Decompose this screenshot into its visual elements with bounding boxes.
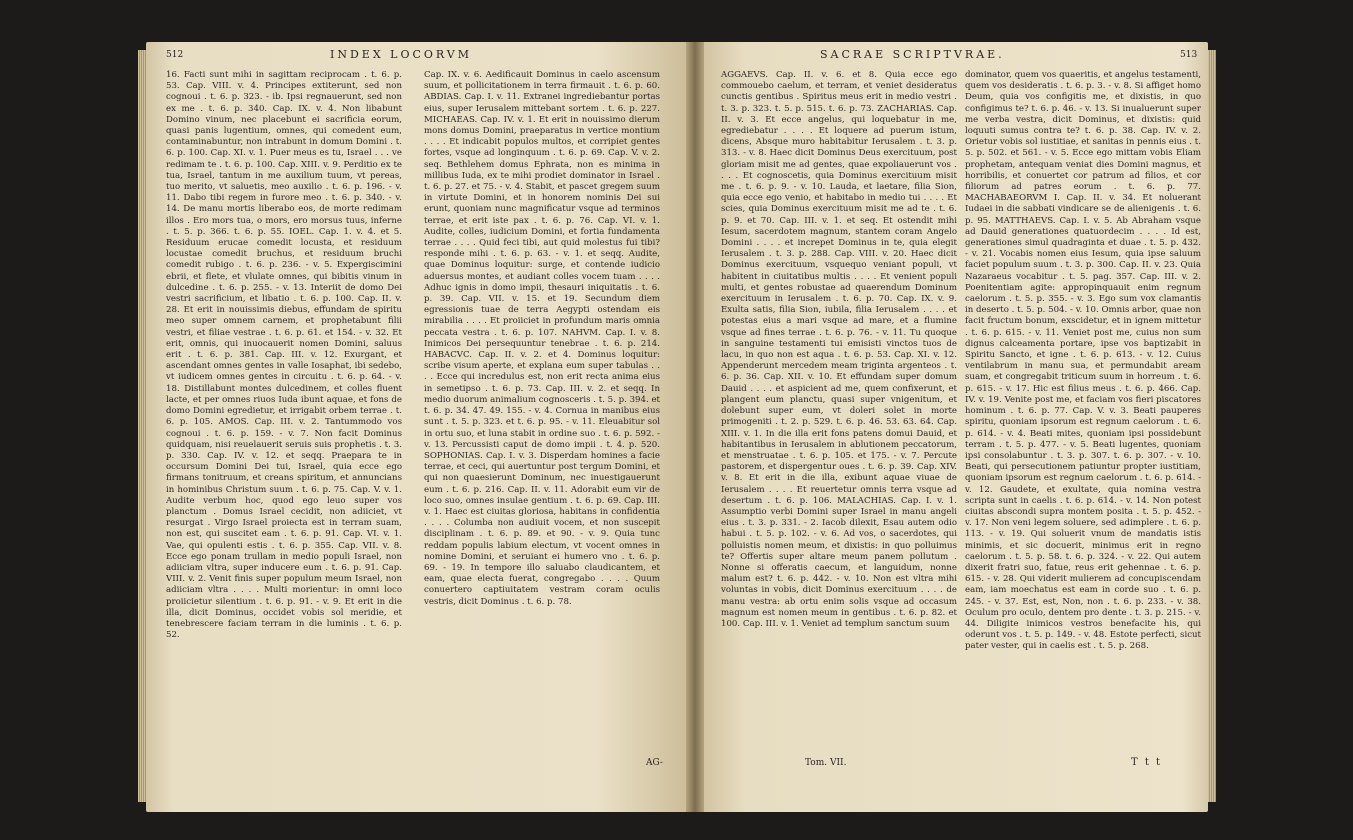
left-column-2 [424, 70, 660, 750]
right-page-number: 513 [1180, 50, 1198, 60]
right-column-2-text: dominator, quem vos quaeritis, et angelus testamenti, quem vos desideratis . t. 6. p. 3. - v. 8. Si affiget homo Deum, quia vos configitis me, et dixistis, in quo configimus te? t. 6. p. 46. - v. 13. Si inualuerunt super me verba vestra, dicit Dominus, et dixistis: quid loquuti sumus contra te? t. 6. p. 38. Cap. IV. v. 2. Orietur vobis sol iustitiae, et sanitas in pennis eius . t. 5. p. 502. et 561. - v. 5. Ecce ego mittam vobis Eliam prophetam, antequam veniat dies Domini magnus, et horribilis, et conuertet cor patrum ad filios, et cor filiorum ad patres eorum . t. 6. p. 77. MACHABAEORVM I. Cap. II. v. 34. Et noluerant Iudaei in die sabbati vindicare se de alienigenis . t. 6. p. 95. MATTHAEVS. Cap. I. v. 5. Ab Abraham vsque ad Dauid generationes quatuordecim . . . . Id est, generationes simul quadraginta et duae . t. 5. p. 432. - v. 21. Vocabis nomen eius Iesum, quia ipse saluum faciet populum suum . t. 3. p. 300. Cap. II. v. 23. Quia Nazaraeus vocabitur . t. 5. pag. 357. Cap. III. v. 2. Poenitentiam agite: appropinquauit enim regnum caelorum . t. 5. p. 355. - v. 3. Ego sum vox clamantis in deserto . t. 5. p. 504. - v. 10. Omnis arbor, quae non facit fructum bonum, exscidetur, et in ignem mittetur . t. 6. p. 615. - v. 11. Veniet post me, cuius non sum dignus calceamenta portare, ipse vos baptizabit in Spiritu Sancto, et igne . t. 6. p. 613. - v. 12. Cuius ventilabrum in manu sua, et permundabit aream suam, et congregabit triticum suum in horreum . t. 6. p. 615. - v. 17. Hic est filius meus . t. 6. p. 466. Cap. IV. v. 19. Venite post me, et faciam vos fieri piscatores hominum . t. 6. p. 77. Cap. V. v. 3. Beati pauperes spiritu, quoniam ipsorum est regnum caelorum . t. 6. p. 614. - v. 4. Beati mites, quoniam ipsi possidebunt terram . t. 5. p. 477. - v. 5. Beati lugentes, quoniam ipsi consolabuntur . t. 3. p. 307. t. 6. p. 307. - v. 10. Beati, qui persecutionem patiuntur propter iustitiam, quoniam ipsorum est regnum caelorum . t. 6. p. 614. - v. 12. Gaudete, et exultate, quia nomina vestra scripta sunt in caelis . t. 6. p. 614. - v. 14. Non potest ciuitas abscondi supra montem posita . t. 5. p. 452. - v. 17. Non veni legem soluere, sed adimplere . t. 6. p. 113. - v. 19. Qui soluerit vnum de mandatis istis minimis, et sic docuerit, minimus erit in regno caelorum . t. 5. p. 58. t. 6. p. 324. - v. 22. Qui autem dixerit fratri suo, fatue, reus erit gehennae . t. 6. p. 615. - v. 28. Qui viderit mulierem ad concupiscendam eam, iam moechatus est eam in corde suo . t. 6. p. 245. - v. 37. Est, est, Non, non . t. 6. p. 233. - v. 38. Oculum pro oculo, dentem pro dente . t. 3. p. 215. - v. 44. Diligite inimicos vestros benefacite his, qui oderunt vos . t. 5. p. 149. - v. 48. Estote perfecti, sicut pater vester, qui in caelis est . t. 5. p. 268. [965, 70, 1201, 652]
right-column-1-text: AGGAEVS. Cap. II. v. 6. et 8. Quia ecce ego commouebo caelum, et terram, et veniet desideratus cunctis gentibus . Spiritus meus erit in medio vestri . t. 3. p. 323. t. 5. p. 515. t. 6. p. 73. ZACHARIAS. Cap. II. v. 3. Et ecce angelus, qui loquebatur in me, egrediebatur . . . . Et loquere ad puerum istum, dicens, Absque muro habitabitur Ierusalem . t. 3. p. 313. - v. 8. Haec dicit Dominus Deus exercituum, post gloriam misit me ad gentes, quae expoliauerunt vos . . . . Et cognoscetis, quia Dominus exercituum misit me . t. 6. p. 9. - v. 10. Lauda, et laetare, filia Sion, quia ecce ego venio, et habitabo in medio tui . . . . Et scies, quia Dominus exercituum misit me ad te . t. 6. p. 9. et 70. Cap. III. v. 1. et seq. Et ostendit mihi Iesum, sacerdotem magnum, stantem coram Angelo Domini . . . . et increpet Dominus in te, quia elegit Ierusalem . t. 3. p. 288. Cap. VIII. v. 20. Haec dicit Dominus exercituum, vsquequo veniant populi, vt habitent in ciuitatibus multis . . . . Et venient populi multi, et gentes robustae ad quaerendum Dominum exercituum in Ierusalem . t. 6. p. 70. Cap. IX. v. 9. Exulta satis, filia Sion, iubila, filia Ierusalem . . . . et potestas eius a mari vsque ad mare, et a flumine vsque ad fines terrae . t. 6. p. 76. - v. 11. Tu quoque in sanguine testamenti tui emisisti vinctos tuos de lacu, in quo non est aqua . t. 6. p. 53. Cap. XI. v. 12. Appenderunt mercedem meam triginta argenteos . t. 6. p. 36. Cap. XII. v. 10. Et effundam super domum Dauid . . . . et aspicient ad me, quem confixerunt, et plangent eum planctu, quasi super vnigenitum, et dolebunt super eum, vt doleri solet in morte primogeniti . t. 2. p. 529. t. 6. p. 46. 53. 63. 64. Cap. XIII. v. 1. In die illa erit fons patens domui Dauid, et habitantibus in Ierusalem in ablutionem peccatorum, et menstruatae . t. 6. p. 105. et 175. - v. 7. Percute pastorem, et dispergentur oues . t. 6. p. 39. Cap. XIV. v. 8. Et erit in die illa, exibunt aquae viuae de Ierusalem . . . . Et reuertetur omnis terra vsque ad desertum . t. 6. p. 106. MALACHIAS. Cap. I. v. 1. Assumptio verbi Domini super Israel in manu angeli eius . t. 3. p. 331. - 2. Iacob dilexit, Esau autem odio habui . t. 5. p. 102. - v. 6. Ad vos, o sacerdotes, qui polluistis nomen meum, et dixistis: in quo polluimus te? Offertis super altare meum panem pollutum . Nonne si offeratis caecum, et languidum, nonne malum est? t. 6. p. 442. - v. 10. Non est vltra mihi voluntas in vobis, dicit Dominus exercituum . . . . de manu vestra: ab ortu enim solis vsque ad occasum magnum est nomen meum in gentibus . t. 6. p. 82. et 100. Cap. III. v. 1. Veniet ad templum sanctum suum [721, 70, 957, 629]
right-column-1 [721, 70, 957, 750]
left-page-number: 512 [166, 50, 184, 60]
left-column-2-text: Cap. IX. v. 6. Aedificauit Dominus in caelo ascensum suum, et pollicitationem in terra firmauit . t. 6. p. 60. ABDIAS. Cap. I. v. 11. Extranei ingrediebantur portas eius, super Ierusalem mittebant sortem . t. 6. p. 227. MICHAEAS. Cap. IV. v. 1. Et erit in nouissimo dierum mons domus Domini, praeparatus in vertice montium . . . . Et indicabit populos multos, et corripiet gentes fortes, vsque ad longinquum . t. 6. p. 69. Cap. V. v. 2. seq. Bethlehem domus Ephrata, non es minima in millibus Iuda, ex te mihi prodiet dominator in Israel . t. 6. p. 27. et 75. - v. 4. Stabit, et pascet gregem suum in virtute Domini, et in honorem nominis Dei sui erunt, quoniam nunc magnificatur vsque ad terminos terrae, et erit iste pax . t. 6. p. 76. Cap. VI. v. 1. Audite, colles, iudicium Domini, et fortia fundamenta terrae . . . . Quid feci tibi, aut quid molestus fui tibi? responde mihi . t. 6. p. 63. - v. 1. et seqq. Audite, quae Dominus loquitur: surge, et contende iudicio aduersus montes, et audiant colles vocem tuam . . . . Adhuc ignis in domo impii, thesauri iniquitatis . t. 6. p. 39. Cap. VII. v. 15. et 19. Secundum diem egressionis tuae de terra Aegypti ostendam eis mirabilia . . . . Et proiiciet in profundum maris omnia peccata vestra . t. 6. p. 107. NAHVM. Cap. I. v. 8. Inimicos Dei persequuntur tenebrae . t. 6. p. 214. HABACVC. Cap. II. v. 2. et 4. Dominus loquitur: scribe visum aperte, et explana eum super tabulas . . . . Ecce qui incredulus est, non erit recta anima eius in semetipso . t. 6. p. 73. Cap. III. v. 2. et seqq. In medio duorum animalium cognosceris . t. 5. p. 394. et t. 6. p. 34. 47. 49. 155. - v. 4. Cornua in manibus eius sunt . t. 5. p. 323. et t. 6. p. 95. - v. 11. Eleuabitur sol in ortu suo, et luna stabit in ordine suo . t. 6. p. 592. - v. 13. Percussisti caput de domo impii . t. 4. p. 520. SOPHONIAS. Cap. I. v. 3. Disperdam homines a facie terrae, et ceci, qui auertuntur post tergum Domini, et qui non quaesierunt Dominum, nec inuestigauerunt eum . t. 6. p. 216. Cap. II. v. 11. Adorabit eum vir de loco suo, omnes insulae gentium . t. 6. p. 69. Cap. III. v. 1. Haec est ciuitas gloriosa, habitans in confidentia . . . . Columba non audiuit vocem, et non suscepit disciplinam . t. 6. p. 89. et 90. - v. 9. Quia tunc reddam populis labium electum, vt vocent omnes in nomine Domini, et seruiant ei humero vno . t. 6. p. 69. - 19. In tempore illo saluabo claudicantem, et eam, quae electa fuerat, congregabo . . . . Quum conuertero captiuitatem vestram coram oculis vestris, dicit Dominus . t. 6. p. 78. [424, 70, 660, 607]
signature-mark: T t t [1131, 757, 1163, 768]
right-running-head: SACRAE SCRIPTVRAE. [820, 48, 1005, 61]
volume-footer: Tom. VII. [805, 758, 847, 768]
right-column-2 [965, 70, 1201, 750]
left-running-head: INDEX LOCORVM [330, 48, 473, 61]
catchword: AG- [646, 758, 663, 768]
left-column-1 [166, 70, 402, 750]
left-column-1-text: 16. Facti sunt mihi in sagittam reciprocam . t. 6. p. 53. Cap. VIII. v. 4. Principes extiterunt, sed non cognoui . t. 6. p. 323. - ib. Ipsi regnauerunt, sed non ex me . t. 6. p. 340. Cap. IX. v. 4. Non libabunt Domino vinum, nec placebunt ei sacrificia eorum, quasi panis lugentium, omnes, qui comedent eum, contaminabuntur, non intrabunt in domum Domini . t. 6. p. 100. Cap. XI. v. 1. Puer meus es tu, Israel . . . ve redimam te . t. 6. p. 100. Cap. XIII. v. 9. Perditio ex te tua, Israel, tantum in me auxilium tuum, vt pereas, tuo merito, vt saluetis, meo auxilio . t. 6. p. 196. - v. 11. Dabo tibi regem in furore meo . t. 6. p. 340. - v. 14. De manu mortis liberabo eos, de morte redimam illos . Ero mors tua, o mors, ero morsus tuus, inferne . t. 5. p. 366. t. 6. p. 55. IOEL. Cap. 1. v. 4. et 5. Residuum erucae comedit locusta, et residuum locustae comedit bruchus, et residuum bruchi comedit rubigo . t. 6. p. 236. - v. 5. Expergiscimini ebrii, et flete, et vlulate omnes, qui bibitis vinum in dulcedine . t. 6. p. 255. - v. 13. Interiit de domo Dei vestri sacrificium, et libatio . t. 6. p. 100. Cap. II. v. 28. Et erit in nouissimis diebus, effundam de spiritu meo super omnem carnem, et prophetabunt filii vestri, et filiae vestrae . t. 6. p. 61. et 154. - v. 32. Et erit, omnis, qui inuocauerit nomen Domini, saluus erit . t. 6. p. 381. Cap. III. v. 12. Exurgant, et ascendant omnes gentes in valle Iosaphat, ibi sedebo, vt iudicem omnes gentes in circuitu . t. 6. p. 64. - v. 18. Distillabunt montes dulcedinem, et colles fluent lacte, et per omnes riuos Iuda ibunt aquae, et fons de domo Domini egredietur, et irrigabit orbem terrae . t. 6. p. 105. AMOS. Cap. III. v. 2. Tantummodo vos cognoui . t. 6. p. 159. - v. 7. Non facit Dominus quidquam, nisi reuelauerit seruis suis prophetis . t. 3. p. 330. Cap. IV. v. 12. et seqq. Praepara te in occursum Domini Dei tui, Israel, quia ecce ego firmans tonitruum, et creans spiritum, et annuncians in hominibus Christum suum . t. 6. p. 75. Cap. V. v. 1. Audite verbum hoc, quod ego leuo super vos planctum . Domus Israel cecidit, non adiiciet, vt resurgat . Virgo Israel proiecta est in terram suam, non est, qui suscitet eam . t. 6. p. 91. Cap. VI. v. 1. Vae, qui opulenti estis . t. 6. p. 355. Cap. VII. v. 8. Ecce ego ponam trullam in medio populi Israel, non adiiciam vltra, super inducere eum . t. 6. p. 91. Cap. VIII. v. 2. Venit finis super populum meum Israel, non adiiciam vltra . . . . Multi morientur: in omni loco proiicietur silentium . t. 6. p. 91. - v. 9. Et erit in die illa, dicit Dominus, occidet vobis sol meridie, et tenebrescere faciam terram in die luminis . t. 6. p. 52. [166, 70, 402, 641]
